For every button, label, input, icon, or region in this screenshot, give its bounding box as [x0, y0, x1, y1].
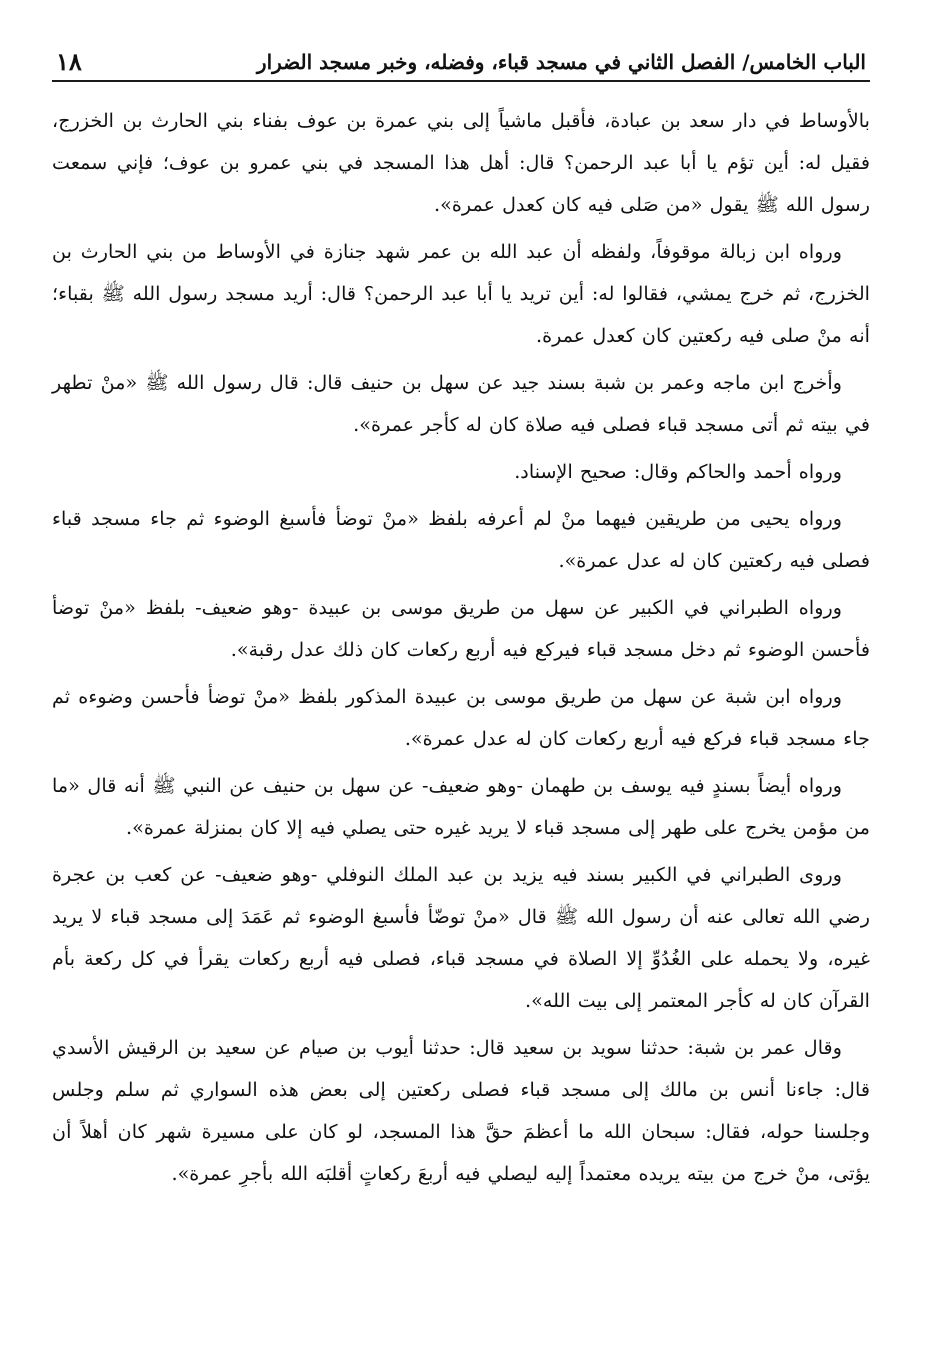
page-number: ١٨ [56, 47, 82, 76]
paragraph: ورواه أحمد والحاكم وقال: صحيح الإسناد. [514, 460, 842, 483]
paragraph: ورواه ابن زبالة موقوفاً، ولفظه أن عبد الله بن عمر شهد جنازة في الأوساط من بني الحارث بن الخزرج، ثم خرج يمشي، فقالوا له: أين تريد يا أبا عبد الرحمن؟ قال: أريد مسجد رسول الله ﷺ بقباء؛ أنه منْ صلى فيه ركعتين كان كعدل عمرة. [52, 240, 870, 347]
chapter-title: الباب الخامس/ الفصل الثاني في مسجد قباء، وفضله، وخبر مسجد الضرار [256, 50, 866, 74]
paragraph: بالأوساط في دار سعد بن عبادة، فأقبل ماشياً إلى بني عمرة بن عوف بفناء بني الحارث بن الخزرج، فقيل له: أين تؤم يا أبا عبد الرحمن؟ قال: أهل هذا المسجد في بني عمرو بن عوف؛ فإني سمعت رسول الله ﷺ يقول «من صَلى فيه كان كعدل عمرة». [52, 109, 870, 216]
paragraph: وقال عمر بن شبة: حدثنا سويد بن سعيد قال: حدثنا أيوب بن صيام عن سعيد بن الرقيش الأسدي قال: جاءنا أنس بن مالك إلى مسجد قباء فصلى ركعتين إلى بعض هذه السواري ثم سلم وجلس وجلسنا حوله، فقال: سبحان الله ما أعظمَ حقَّ هذا المسجد، لو كان على مسيرة شهر كان أهلاً أن يؤتى، منْ خرج من بيته يريده معتمداً إليه ليصلي فيه أربعَ ركعاتٍ أقلبَه الله بأجرِ عمرة». [52, 1036, 870, 1185]
paragraph: ورواه ابن شبة عن سهل من طريق موسى بن عبيدة المذكور بلفظ «منْ توضأ فأحسن وضوءه ثم جاء مسجد قباء فركع فيه أربع ركعات كان له عدل عمرة». [52, 685, 870, 750]
paragraph: ورواه الطبراني في الكبير عن سهل من طريق موسى بن عبيدة -وهو ضعيف- بلفظ «منْ توضأ فأحسن الوضوء ثم دخل مسجد قباء فيركع فيه أربع ركعات كان ذلك عدل رقبة». [52, 596, 870, 661]
paragraph: وأخرج ابن ماجه وعمر بن شبة بسند جيد عن سهل بن حنيف قال: قال رسول الله ﷺ «منْ تطهر في بيته ثم أتى مسجد قباء فصلى فيه صلاة كان له كأجر عمرة». [52, 371, 870, 436]
body-text [52, 100, 870, 1195]
paragraph: ورواه أيضاً بسندٍ فيه يوسف بن طهمان -وهو ضعيف- عن سهل بن حنيف عن النبي ﷺ أنه قال «ما من مؤمن يخرج على طهر إلى مسجد قباء لا يريد غيره حتى يصلي فيه إلا كان بمنزلة عمرة». [52, 774, 870, 839]
book-page [52, 40, 870, 1340]
paragraph: وروى الطبراني في الكبير بسند فيه يزيد بن عبد الملك النوفلي -وهو ضعيف- عن كعب بن عجرة رضي الله تعالى عنه أن رسول الله ﷺ قال «منْ توضّأ فأسبغ الوضوء ثم عَمَدَ إلى مسجد قباء لا يريد غيره، ولا يحمله على الغُدُوِّ إلا الصلاة في مسجد قباء، فصلى فيه أربع ركعات يقرأ في كل ركعة بأم القرآن كان له كأجر المعتمر إلى بيت الله». [52, 863, 870, 1012]
paragraph: ورواه يحيى من طريقين فيهما منْ لم أعرفه بلفظ «منْ توضأ فأسبغ الوضوء ثم جاء مسجد قباء فصلى فيه ركعتين كان له عدل عمرة». [52, 507, 870, 572]
running-header [52, 40, 870, 82]
